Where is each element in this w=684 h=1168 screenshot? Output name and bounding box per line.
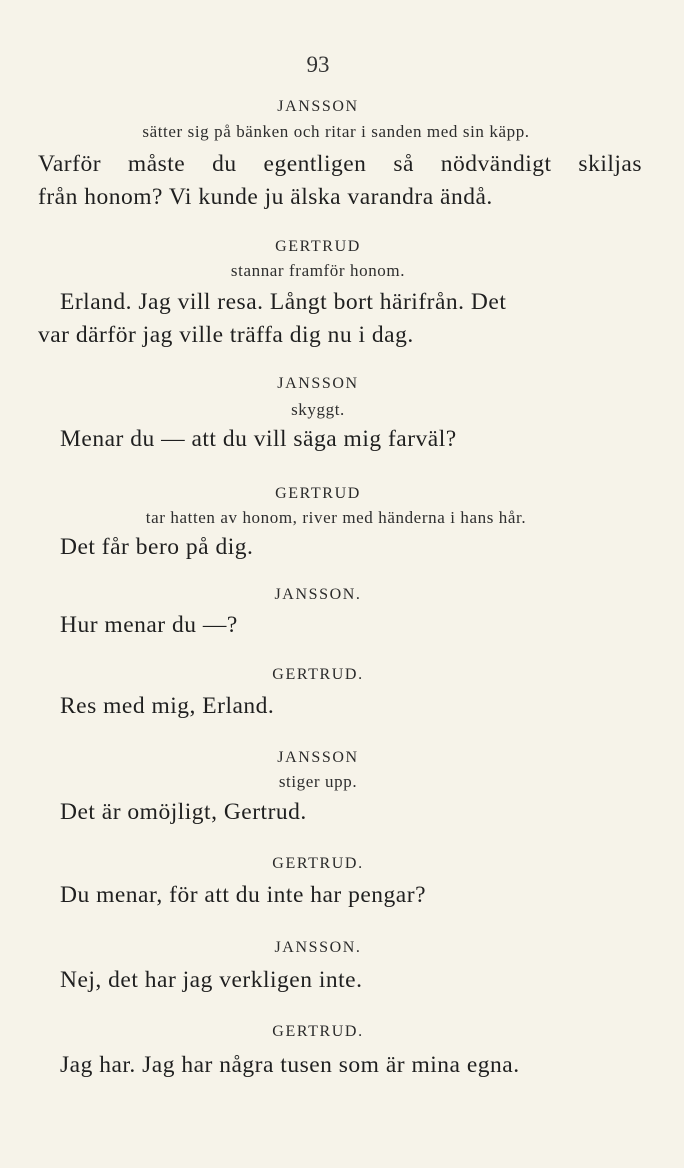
speaker-name: GERTRUD. [272, 855, 364, 872]
stage-direction: stannar framför honom. [230, 261, 406, 280]
speaker-name: GERTRUD [275, 485, 361, 502]
page-number: 93 [306, 52, 330, 77]
dialogue-line: var därför jag ville träffa dig nu i dag. [38, 322, 414, 348]
dialogue-line: Nej, det har jag verkligen inte. [60, 967, 363, 993]
dialogue-line: Det får bero på dig. [60, 534, 254, 560]
dialogue [60, 964, 660, 997]
dialogue [60, 690, 660, 723]
dialogue-line: Menar du — att du vill säga mig farväl? [60, 426, 457, 452]
speaker-name: JANSSON [277, 375, 359, 392]
dialogue [60, 879, 660, 912]
stage-direction: stiger upp. [278, 772, 358, 791]
dialogue-line: Res med mig, Erland. [60, 693, 275, 719]
speaker-name: GERTRUD [275, 238, 361, 255]
speaker-name: JANSSON [277, 749, 359, 766]
stage-direction: sätter sig på bänken och ritar i sanden med sin käpp. [142, 122, 530, 141]
speaker-name: JANSSON [277, 98, 359, 115]
dialogue [38, 286, 638, 352]
dialogue [60, 531, 660, 564]
dialogue-line: Det är omöjligt, Gertrud. [60, 799, 307, 825]
dialogue-line: Varför måste du egentligen så nödvändigt skiljas [38, 151, 642, 177]
dialogue-line: Du menar, för att du inte har pengar? [60, 882, 426, 908]
stage-direction: tar hatten av honom, river med händerna i hans hår. [145, 508, 527, 527]
dialogue [60, 1049, 660, 1082]
dialogue [38, 148, 642, 214]
dialogue-line: Erland. Jag vill resa. Långt bort härifrån. Det [60, 289, 507, 315]
dialogue [60, 423, 660, 456]
speaker-name: JANSSON. [274, 939, 362, 956]
dialogue-line: Jag har. Jag har några tusen som är mina egna. [60, 1052, 520, 1078]
dialogue [60, 609, 660, 642]
speaker-name: JANSSON. [274, 586, 362, 603]
dialogue [60, 796, 660, 829]
stage-direction: skyggt. [291, 400, 345, 419]
speaker-name: GERTRUD. [272, 1023, 364, 1040]
speaker-name: GERTRUD. [272, 666, 364, 683]
dialogue-line: Hur menar du —? [60, 612, 238, 638]
dialogue-line: från honom? Vi kunde ju älska varandra ändå. [38, 184, 493, 210]
